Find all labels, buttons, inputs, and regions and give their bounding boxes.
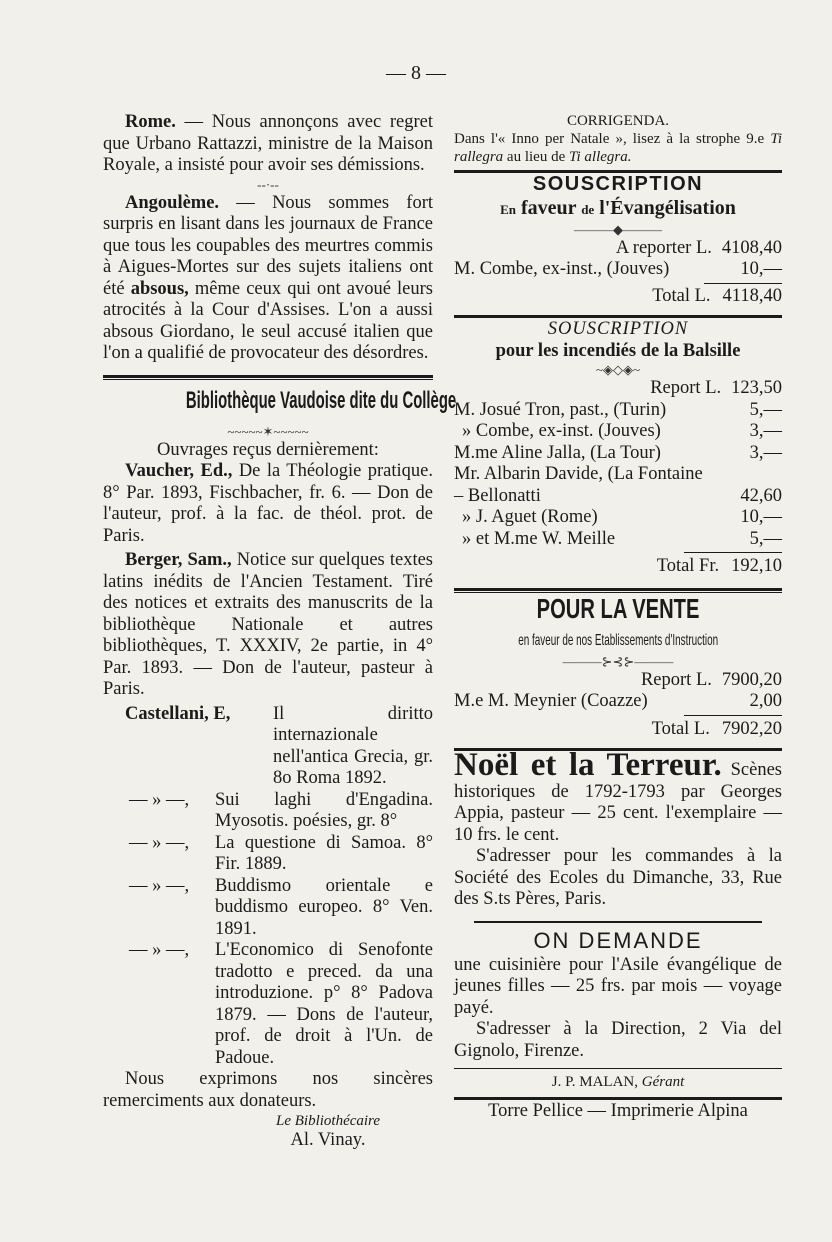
section-rule-thin <box>103 379 433 380</box>
ditto-mark: — » —, <box>128 940 190 960</box>
demande-title: ON DEMANDE <box>533 927 703 953</box>
vaucher-entry <box>103 461 433 547</box>
castellani-item <box>103 790 433 833</box>
section-rule <box>474 921 762 923</box>
corrigenda-text-2: au lieu de <box>503 149 569 165</box>
souscription-2-title: SOUSCRIPTION <box>547 319 689 339</box>
berger-name: Berger, Sam., <box>125 550 232 570</box>
sub-de: de <box>581 201 595 217</box>
vente-subtitle: en faveur de nos Etablissements d'Instruction <box>518 631 718 649</box>
total-rule <box>684 715 782 716</box>
thanks-paragraph: Nous exprimons nos sincères remerciments aux donateurs. <box>103 1069 433 1111</box>
ledger-amount: 10,— <box>740 507 782 527</box>
angouleme-text-2: même ceux qui ont avoué leurs atrocités à la Cour d'Assises. L'on a aussi absous Giordano, le seul accusé italien que l'on a qualifié de provocateur des désordres. <box>103 278 434 363</box>
ouvrages-heading: Ouvrages reçus dernièrement: <box>157 439 379 460</box>
ledger-label: » Combe, ex-inst. (Jouves) <box>462 421 661 441</box>
total-row <box>454 286 782 308</box>
total-row <box>454 719 782 741</box>
total-label: Total L. <box>652 285 711 306</box>
castellani-name: Castellani, E, <box>125 703 231 724</box>
vaucher-name: Vaucher, Ed., <box>125 461 233 481</box>
castellani-entry <box>103 704 433 790</box>
souscription-title: SOUSCRIPTION <box>532 173 704 195</box>
vente-subtitle-block <box>454 630 782 654</box>
angouleme-paragraph <box>103 193 433 365</box>
swash-ornament: ———⊱⊰⊱——— <box>562 653 674 669</box>
total-rule <box>704 283 782 284</box>
report-amount: 7900,20 <box>721 669 782 690</box>
vaucher-text: De la Théologie pratique. 8° Par. 1893, Fischbacher, fr. 6. — Don de l'auteur, prof. à la fac. de théol. prot. de Paris. <box>103 461 433 546</box>
sub-text-1: faveur <box>516 196 582 219</box>
ditto-mark: — » —, <box>128 875 190 896</box>
corrigenda-title: CORRIGENDA. <box>566 113 670 129</box>
section-rule <box>103 375 433 378</box>
report-label: Report L. <box>640 669 712 690</box>
noel-paragraph <box>454 747 782 846</box>
noel-text: Scènes historiques de 1792-1793 par Georges Appia, pasteur — 25 cent. l'exemplaire — 10 frs. le cent. <box>454 760 782 845</box>
ledger-row <box>454 400 782 422</box>
ledger-label: Mr. Albarin Davide, (La Fontaine – Bellonatti <box>454 464 703 506</box>
gerant-title: Gérant <box>638 1074 685 1090</box>
right-column <box>454 112 782 1123</box>
ledger-amount: 3,— <box>749 442 782 463</box>
castellani-item-text: Buddismo orientale e buddismo europeo. 8° Ven. 1891. <box>215 875 433 939</box>
sub-prefix: En <box>500 201 516 217</box>
section-rule <box>454 1097 782 1100</box>
small-ornament: --·-- <box>257 176 279 192</box>
berger-entry <box>103 550 433 701</box>
castellani-item-text: L'Economico di Senofonte tradotto e preced. da una introduzione. p° 8° Padova 1879. — Dons de l'auteur, prof. de droit à l'Un. de Padoue. <box>215 940 433 1068</box>
total-rule <box>684 552 782 553</box>
ledger-label: » J. Aguet (Rome) <box>462 507 598 527</box>
ledger-row <box>454 421 782 443</box>
angouleme-heading: Angoulème. <box>125 192 220 213</box>
vente-title-block <box>454 592 782 630</box>
ledger-amount: 42,60 <box>740 485 782 506</box>
angouleme-absous: absous, <box>130 278 189 299</box>
vente-title: POUR LA VENTE <box>536 592 700 624</box>
corrigenda-text <box>454 130 782 166</box>
castellani-item-text: Sui laghi d'Engadina. Myosotis. poésies, gr. 8° <box>215 789 433 831</box>
swash-ornament: ~◈◇◈~ <box>595 362 641 377</box>
report-amount: 123,50 <box>731 378 782 398</box>
gerant-line <box>454 1073 782 1091</box>
dash-ornament: ———◆——— <box>574 221 662 237</box>
total-amount: 192,10 <box>731 556 782 576</box>
ledger-amount: 4108,40 <box>721 237 782 258</box>
angouleme-text-1: — Nous sommes fort surpris en lisant dans les journaux de France que tous les coupables des meurtres commis à Aigues-Mortes sur des sujets italiens ont été <box>103 192 433 299</box>
ledger-row <box>454 238 782 260</box>
page-number: — 8 — <box>386 62 446 84</box>
sub-text-2: l'Évangélisation <box>594 196 736 219</box>
ledger-label: M. Josué Tron, past., (Turin) <box>454 399 667 420</box>
total-row <box>454 556 782 578</box>
total-label: Total Fr. <box>656 556 720 576</box>
total-label: Total L. <box>651 718 710 739</box>
castellani-item <box>103 833 433 876</box>
souscription-subtitle <box>454 196 782 222</box>
librarian-title: Le Bibliothécaire <box>275 1113 380 1129</box>
corrigenda-text-1: Dans l'« Inno per Natale », lisez à la strophe 9.e <box>454 131 771 147</box>
ledger-amount: 5,— <box>749 528 782 549</box>
castellani-item-text: La questione di Samoa. 8° Fir. 1889. <box>215 832 433 874</box>
ditto-mark: — » —, <box>128 832 190 853</box>
rome-paragraph <box>103 112 433 177</box>
corrigenda-italic-1: Ti rallegra <box>454 131 782 165</box>
demande-address: S'adresser à la Direction, 2 Via del Gignolo, Firenze. <box>454 1019 782 1061</box>
noel-title: Noël et la Terreur. <box>454 747 722 783</box>
castellani-item <box>103 940 433 1069</box>
section-rule <box>454 1068 782 1069</box>
rome-text: — Nous annonçons avec regret que Urbano Rattazzi, ministre de la Maison Royale, a insisté pour avoir ses démissions. <box>103 112 433 175</box>
ledger-row <box>454 443 782 465</box>
left-column <box>103 112 457 1152</box>
report-label: Report L. <box>650 378 722 398</box>
section-rule <box>454 588 782 591</box>
ledger-label: A reporter L. <box>615 237 712 258</box>
total-amount: 4118,40 <box>722 285 782 306</box>
ditto-mark: — » —, <box>128 789 190 810</box>
demande-text: une cuisinière pour l'Asile évangélique de jeunes filles — 25 frs. par mois — voyage payé. <box>454 954 782 1018</box>
ledger-row <box>454 507 782 529</box>
ledger-label: M.e M. Meynier (Coazze) <box>454 691 648 711</box>
ledger-row <box>454 259 782 281</box>
gerant-name: J. P. MALAN, <box>551 1074 638 1090</box>
swash-ornament: ~~~~~✶~~~~~ <box>227 423 309 439</box>
ledger-row <box>454 464 782 507</box>
printer-line: Torre Pellice — Imprimerie Alpina <box>488 1101 748 1121</box>
ledger-row <box>454 529 782 551</box>
ledger-label: » et M.me W. Meille <box>462 528 616 549</box>
corrigenda-italic-2: Ti allegra. <box>568 149 632 165</box>
total-amount: 7902,20 <box>721 718 782 739</box>
ledger-label: M. Combe, ex-inst., (Jouves) <box>454 259 670 279</box>
ledger-row <box>454 691 782 713</box>
rome-heading: Rome. <box>125 112 176 132</box>
report-row <box>454 670 782 692</box>
ledger-amount: 10,— <box>740 259 782 279</box>
ledger-amount: 3,— <box>749 421 782 441</box>
librarian-name: Al. Vinay. <box>290 1130 366 1150</box>
noel-address: S'adresser pour les commandes à la Société des Ecoles du Dimanche, 33, Rue des S.ts Pères, Paris. <box>454 846 782 909</box>
castellani-item <box>103 876 433 941</box>
bibliotheque-title: Bibliothèque Vaudoise dite du Collège <box>185 386 457 414</box>
souscription-2-subtitle: pour les incendiés de la Balsille <box>495 340 741 361</box>
berger-text: Notice sur quelques textes latins inédits de l'Ancien Testament. Tiré des notices et extraits des manuscrits de la bibliothèque Nationale et autres bibliothèques, T. XXXIV, 2e partie, in 4° Par. 1893. — Don de l'auteur, pasteur à Paris. <box>103 550 433 699</box>
castellani-text: Il diritto internazionale nell'antica Grecia, gr. 8o Roma 1892. <box>273 703 433 788</box>
ledger-label: M.me Aline Jalla, (La Tour) <box>454 442 661 463</box>
section-rule <box>454 315 782 318</box>
report-row <box>454 378 782 400</box>
ledger-amount: 5,— <box>749 399 782 420</box>
ledger-amount: 2,00 <box>749 691 782 711</box>
bibliotheque-title-block <box>103 386 457 420</box>
